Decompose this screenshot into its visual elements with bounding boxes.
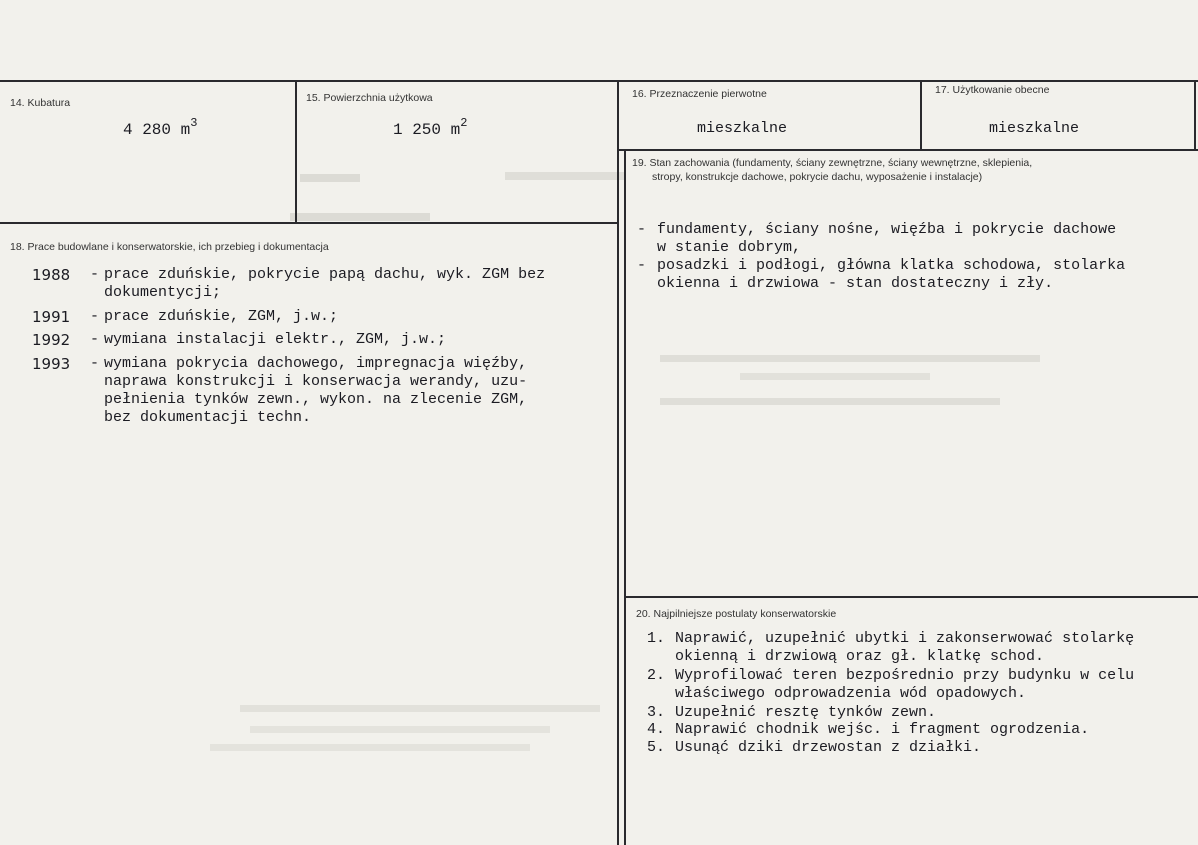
postulate-number: 5.	[647, 739, 666, 756]
field-19-label-line1: 19. Stan zachowania (fundamenty, ściany zewnętrzne, ściany wewnętrzne, sklepienia,	[632, 157, 1033, 169]
works-year: 1991	[32, 308, 71, 326]
bullet-dash: -	[90, 308, 100, 325]
works-line: wymiana instalacji elektr., ZGM, j.w.;	[104, 331, 447, 348]
postulate-line: Naprawić, uzupełnić ubytki i zakonserwować stolarkę	[675, 630, 1135, 647]
rule-19-20	[624, 596, 1198, 598]
cubature-unit-exponent: 3	[190, 116, 198, 130]
divider-19-inner	[624, 150, 626, 845]
postulate-number: 2.	[647, 667, 666, 684]
top-rule	[0, 80, 1198, 82]
postulate-line: Uzupełnić resztę tynków zewn.	[675, 704, 937, 721]
bullet-dash: -	[90, 331, 100, 348]
field-15-label: 15. Powierzchnia użytkowa	[306, 92, 433, 104]
condition-line: posadzki i podłogi, główna klatka schodowa, stolarka	[657, 257, 1126, 274]
postulate-number: 3.	[647, 704, 666, 721]
usable-area-value: 1 250 m	[393, 121, 461, 139]
field-16-label: 16. Przeznaczenie pierwotne	[632, 88, 767, 100]
original-purpose-value: mieszkalne	[697, 120, 788, 137]
postulate-number: 1.	[647, 630, 666, 647]
bullet-dash: -	[637, 257, 647, 274]
works-year: 1993	[32, 355, 71, 373]
works-line: naprawa konstrukcji i konserwacja werandy, uzu-	[104, 373, 528, 390]
field-18-label: 18. Prace budowlane i konserwatorskie, ich przebieg i dokumentacja	[10, 241, 329, 253]
postulate-line: Usunąć dziki drzewostan z działki.	[675, 739, 982, 756]
bullet-dash: -	[637, 221, 647, 238]
area-unit-exponent: 2	[460, 116, 468, 130]
condition-line: w stanie dobrym,	[657, 239, 802, 256]
condition-line: okienna i drzwiowa - stan dostateczny i zły.	[657, 275, 1054, 292]
bullet-dash: -	[90, 266, 100, 283]
postulate-line: Naprawić chodnik wejśc. i fragment ogrodzenia.	[675, 721, 1090, 738]
right-rule	[1194, 80, 1196, 150]
postulate-line: Wyprofilować teren bezpośrednio przy budynku w celu	[675, 667, 1135, 684]
cubature-value: 4 280 m	[123, 121, 191, 139]
postulate-line: okienną i drzwiową oraz gł. klatkę schod.	[675, 648, 1045, 665]
field-14-label: 14. Kubatura	[10, 97, 71, 109]
current-use-value: mieszkalne	[989, 120, 1080, 137]
works-line: prace zduńskie, ZGM, j.w.;	[104, 308, 339, 325]
divider-15-16	[617, 80, 619, 845]
works-line: wymiana pokrycia dachowego, impregnacja więźby,	[104, 355, 528, 372]
bullet-dash: -	[90, 355, 100, 372]
postulate-number: 4.	[647, 721, 666, 738]
field-20-label: 20. Najpilniejsze postulaty konserwatorskie	[636, 608, 837, 620]
divider-16-17	[920, 80, 922, 150]
works-year: 1992	[32, 331, 71, 349]
rule-16-19	[617, 149, 1198, 151]
works-line: dokumentycji;	[104, 284, 222, 301]
divider-14-15	[295, 80, 297, 223]
works-line: bez dokumentacji techn.	[104, 409, 312, 426]
field-19-label-line2: stropy, konstrukcje dachowe, pokrycie dachu, wyposażenie i instalacje)	[652, 171, 983, 183]
rule-14-18	[0, 222, 619, 224]
field-17-label: 17. Użytkowanie obecne	[935, 84, 1050, 96]
works-year: 1988	[32, 266, 71, 284]
field-15-value	[393, 116, 468, 139]
works-line: pełnienia tynków zewn., wykon. na zlecenie ZGM,	[104, 391, 528, 408]
condition-line: fundamenty, ściany nośne, więźba i pokrycie dachowe	[657, 221, 1117, 238]
field-14-value	[123, 116, 198, 139]
works-line: prace zduńskie, pokrycie papą dachu, wyk. ZGM bez	[104, 266, 546, 283]
postulate-line: właściwego odprowadzenia wód opadowych.	[675, 685, 1027, 702]
